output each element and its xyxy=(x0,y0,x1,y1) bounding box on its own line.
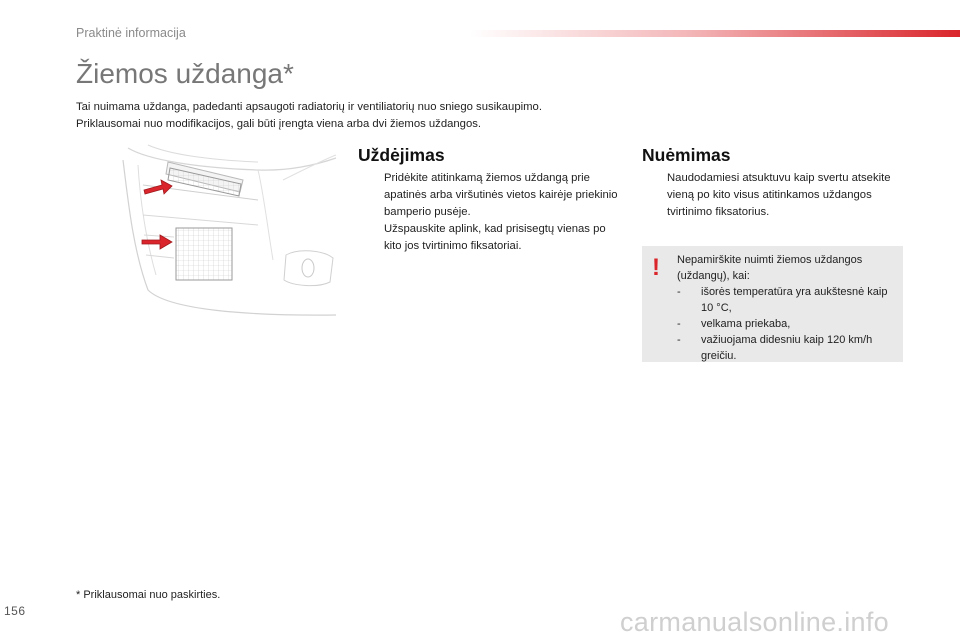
car-front-bumper-icon xyxy=(108,140,338,320)
warning-intro: Nepamirškite nuimti žiemos uždangos (uždangų), kai: xyxy=(677,254,863,282)
installing-step-text: Pridėkite atitinkamą žiemos uždangą prie apatinės arba viršutinės vietos kairėje priekinio bamperio pusėje. xyxy=(384,172,618,218)
intro-line-1: Tai nuimama uždanga, padedanti apsaugoti radiatorių ir ventiliatorių nuo sniego susikaupimo. xyxy=(76,101,542,113)
car-front-bumper-illustration xyxy=(108,140,338,320)
removing-step xyxy=(645,170,895,221)
installing-step-text: Užspauskite aplink, kad prisisegtų vienas po kito jos tvirtinimo fiksatoriai. xyxy=(384,223,606,252)
removing-step-text: Naudodamiesi atsuktuvu kaip svertu atsekite vieną po kito visus atitinkamos uždangos tvirtinimo fiksatorius. xyxy=(667,172,891,218)
installing-steps xyxy=(362,170,624,255)
removing-title: Nuėmimas xyxy=(642,145,731,165)
warning-text xyxy=(677,252,897,364)
warning-item xyxy=(677,284,897,316)
dash-bullet: - xyxy=(677,334,681,346)
header-accent-bar xyxy=(470,30,960,37)
installing-step xyxy=(362,170,624,221)
watermark: carmanualsonline.info xyxy=(620,607,889,637)
intro-line-2: Priklausomai nuo modifikacijos, gali būti įrengta viena arba dvi žiemos uždangos. xyxy=(76,118,482,130)
page-title: Žiemos uždanga* xyxy=(76,58,294,89)
warning-item xyxy=(677,316,897,332)
warning-item-text: važiuojama didesniu kaip 120 km/h greičiu. xyxy=(701,334,873,362)
dash-bullet: - xyxy=(677,318,681,330)
installing-step xyxy=(362,221,624,255)
intro-text xyxy=(76,99,636,133)
exclamation-icon: ! xyxy=(652,254,660,281)
page-number: 156 xyxy=(4,604,26,618)
footnote: * Priklausomai nuo paskirties. xyxy=(76,589,221,601)
removing-steps xyxy=(645,170,895,221)
dash-bullet: - xyxy=(677,286,681,298)
warning-box xyxy=(642,246,903,362)
installing-title: Uždėjimas xyxy=(358,145,445,165)
warning-item-text: velkama priekaba, xyxy=(701,318,791,330)
warning-item xyxy=(677,332,897,364)
section-label: Praktinė informacija xyxy=(76,26,186,40)
warning-item-text: išorės temperatūra yra aukštesnė kaip 10 °C, xyxy=(701,286,888,314)
